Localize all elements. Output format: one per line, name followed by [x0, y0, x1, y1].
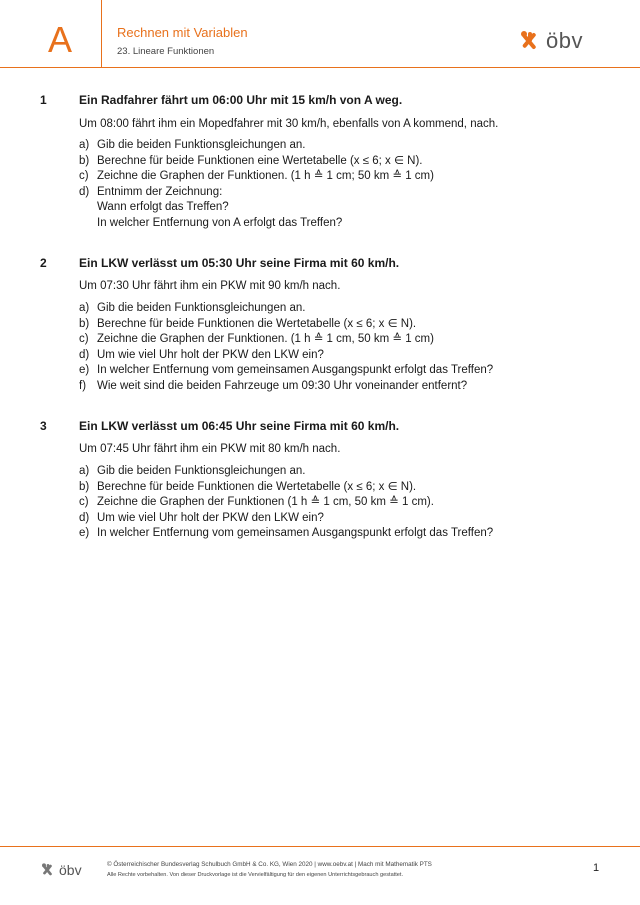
- task-intro: Um 08:00 fährt ihm ein Mopedfahrer mit 30 km/h, ebenfalls von A kommend, nach.: [79, 118, 499, 130]
- list-item: d) Um wie viel Uhr holt der PKW den LKW ein?: [79, 511, 324, 524]
- header-divider: [101, 0, 102, 67]
- header-rule: [0, 67, 640, 68]
- task-items: [79, 138, 434, 231]
- page-number: 1: [593, 862, 600, 874]
- list-item: b) Berechne für beide Funktionen die Wertetabelle (x ≤ 6; x ∈ N).: [79, 480, 417, 493]
- list-item: a) Gib die beiden Funktionsgleichungen an.: [79, 302, 306, 314]
- page-header: [0, 0, 640, 67]
- header-title: Rechnen mit Variablen: [117, 25, 248, 40]
- footer-rights-note: Alle Rechte vorbehalten. Von dieser Druckvorlage ist die Vervielfältigung für den eigenen Unterrichtsgebrauch gestattet.: [107, 872, 404, 878]
- task-number: 3: [40, 419, 47, 433]
- list-item: e) In welcher Entfernung vom gemeinsamen Ausgangspunkt erfolgt das Treffen?: [79, 527, 494, 539]
- list-item: b) Berechne für beide Funktionen eine Wertetabelle (x ≤ 6; x ∈ N).: [79, 154, 423, 167]
- list-item: c) Zeichne die Graphen der Funktionen. (1 h ≙ 1 cm; 50 km ≙ 1 cm): [79, 170, 434, 182]
- section-letter: A: [48, 19, 73, 60]
- footer-logo-text: öbv: [59, 862, 82, 878]
- task-title: Ein LKW verlässt um 05:30 Uhr seine Firma mit 60 km/h.: [79, 256, 400, 270]
- task-number: 2: [40, 256, 47, 270]
- footer-copyright: © Österreichischer Bundesverlag Schulbuch GmbH & Co. KG, Wien 2020 | www.oebv.at | Mach mit Mathematik PTS: [107, 861, 432, 868]
- footer-logo: [40, 862, 82, 878]
- list-item: a) Gib die beiden Funktionsgleichungen an.: [79, 139, 306, 151]
- header-subtitle: 23. Lineare Funktionen: [117, 46, 215, 57]
- obv-logo: [518, 28, 583, 54]
- list-item: b) Berechne für beide Funktionen die Wertetabelle (x ≤ 6; x ∈ N).: [79, 317, 417, 330]
- sub-item: Wann erfolgt das Treffen?: [97, 201, 229, 213]
- task-items: [79, 464, 493, 542]
- list-item: f) Wie weit sind die beiden Fahrzeuge um 09:30 Uhr voneinander entfernt?: [79, 379, 468, 392]
- list-item: d) Um wie viel Uhr holt der PKW den LKW ein?: [79, 348, 324, 361]
- task-title: Ein Radfahrer fährt um 06:00 Uhr mit 15 km/h von A weg.: [79, 93, 403, 107]
- footer-rule: [0, 846, 640, 847]
- list-item: d) Entnimm der Zeichnung:: [79, 185, 223, 198]
- task-intro: Um 07:45 Uhr fährt ihm ein PKW mit 80 km/h nach.: [79, 443, 341, 455]
- list-item: c) Zeichne die Graphen der Funktionen. (1 h ≙ 1 cm, 50 km ≙ 1 cm): [79, 333, 434, 345]
- obv-star-icon: [40, 862, 56, 878]
- task-items: [79, 301, 493, 394]
- list-item: e) In welcher Entfernung vom gemeinsamen Ausgangspunkt erfolgt das Treffen?: [79, 364, 494, 376]
- logo-text: öbv: [546, 28, 583, 53]
- sub-item: In welcher Entfernung von A erfolgt das Treffen?: [97, 216, 343, 229]
- task-title: Ein LKW verlässt um 06:45 Uhr seine Firma mit 60 km/h.: [79, 419, 400, 433]
- task-intro: Um 07:30 Uhr fährt ihm ein PKW mit 90 km/h nach.: [79, 280, 341, 292]
- task-number: 1: [40, 93, 47, 107]
- list-item: c) Zeichne die Graphen der Funktionen (1 h ≙ 1 cm, 50 km ≙ 1 cm).: [79, 496, 434, 508]
- list-item: a) Gib die beiden Funktionsgleichungen an.: [79, 465, 306, 477]
- obv-star-icon: [518, 29, 542, 53]
